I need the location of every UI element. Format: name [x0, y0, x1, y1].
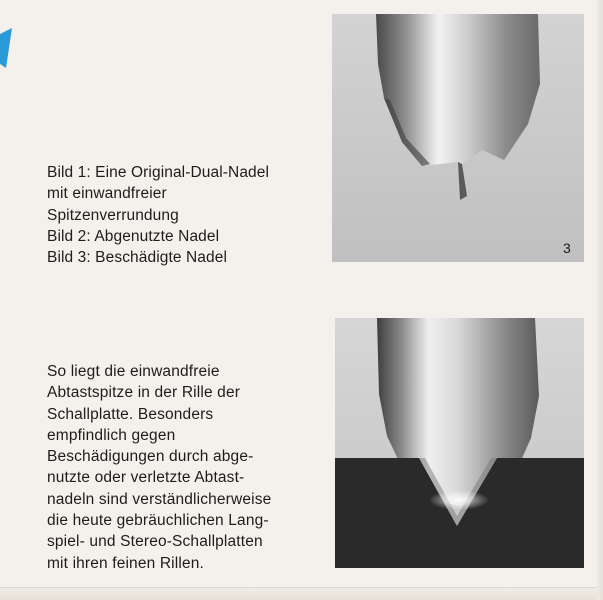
caption-line: mit einwandfreier	[47, 185, 167, 203]
caption-line: Spitzenverrundung	[47, 206, 179, 224]
body-line: Beschädigungen durch abge-	[47, 448, 254, 466]
damaged-needle-photo	[332, 14, 584, 262]
caption-line: Bild 2: Abgenutzte Nadel	[47, 227, 220, 245]
page-right-edge	[597, 0, 603, 600]
body-line: nadeln sind verständlicherweise	[47, 490, 272, 508]
body-line: mit ihren feinen Rillen.	[47, 554, 204, 572]
body-paragraph	[47, 361, 322, 574]
body-line: empfindlich gegen	[47, 426, 176, 444]
caption-line: Bild 3: Beschädigte Nadel	[47, 249, 228, 267]
body-line: nutzte oder verletzte Abtast-	[47, 469, 245, 487]
body-line: So liegt die einwandfreie	[47, 363, 220, 380]
body-line: Schallplatte. Besonders	[47, 405, 214, 423]
body-line: spiel- und Stereo-Schallplatten	[47, 533, 263, 551]
body-line: die heute gebräuchlichen Lang-	[47, 512, 269, 530]
blue-page-tab	[0, 28, 12, 68]
figure-caption	[47, 162, 317, 268]
caption-line: Bild 1: Eine Original-Dual-Nadel	[47, 164, 270, 181]
figure-number: 3	[563, 240, 571, 256]
needle-in-groove-photo	[335, 318, 584, 568]
body-line: Abtastspitze in der Rille der	[47, 384, 241, 402]
page-bottom-edge	[0, 587, 603, 600]
